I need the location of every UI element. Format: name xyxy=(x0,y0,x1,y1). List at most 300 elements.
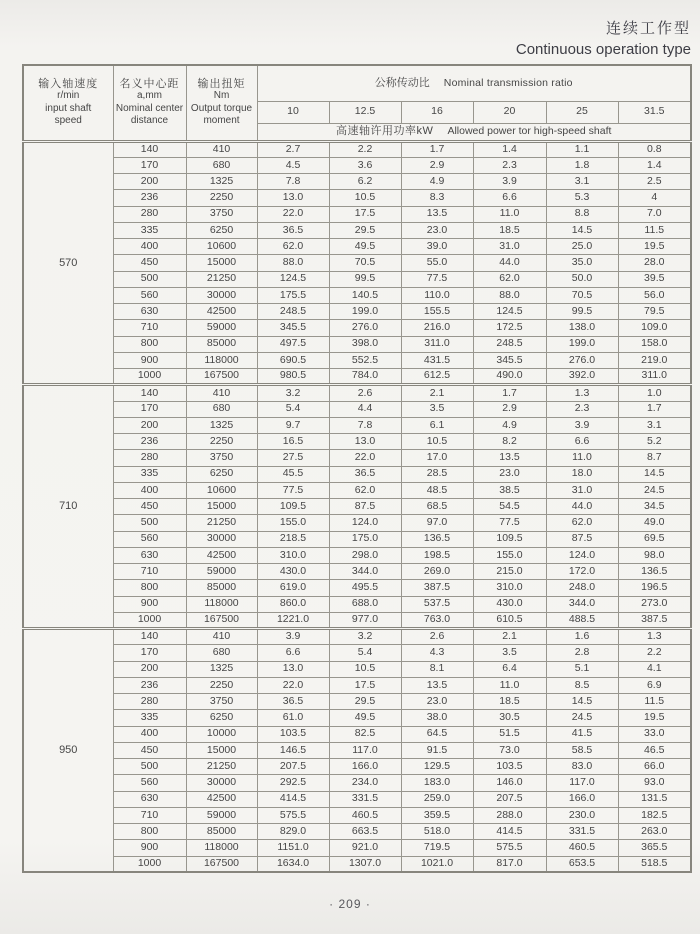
header-center-distance xyxy=(113,65,186,141)
table-row xyxy=(23,385,691,401)
table-cell: 800 xyxy=(113,336,186,352)
table-cell: 763.0 xyxy=(401,612,473,628)
header-line: a,mm xyxy=(137,90,162,102)
header-input-speed xyxy=(23,65,113,141)
table-cell: 91.5 xyxy=(401,742,473,758)
table-cell: 5.3 xyxy=(546,190,618,206)
table-cell: 4.4 xyxy=(329,401,401,417)
table-row xyxy=(23,287,691,303)
header-line: 输入轴速度 xyxy=(38,77,99,90)
table-cell: 710 xyxy=(113,320,186,336)
table-cell: 138.0 xyxy=(546,320,618,336)
table-cell: 124.0 xyxy=(329,515,401,531)
table-cell: 273.0 xyxy=(618,596,691,612)
table-cell: 24.5 xyxy=(618,482,691,498)
table-cell: 215.0 xyxy=(473,564,546,580)
table-cell: 800 xyxy=(113,824,186,840)
table-cell: 166.0 xyxy=(546,791,618,807)
table-cell: 17.5 xyxy=(329,677,401,693)
table-cell: 216.0 xyxy=(401,320,473,336)
ratio-group-label-en: Nominal transmission ratio xyxy=(443,76,573,89)
table-cell: 10.5 xyxy=(329,190,401,206)
table-cell: 518.0 xyxy=(401,824,473,840)
table-cell: 22.0 xyxy=(257,677,329,693)
table-cell: 680 xyxy=(186,157,257,173)
table-cell: 4.9 xyxy=(401,174,473,190)
table-cell: 2.9 xyxy=(473,401,546,417)
table-cell: 236 xyxy=(113,190,186,206)
table-cell: 3.9 xyxy=(257,629,329,645)
table-cell: 410 xyxy=(186,629,257,645)
table-cell: 24.5 xyxy=(546,710,618,726)
table-cell: 13.0 xyxy=(329,434,401,450)
table-cell: 14.5 xyxy=(546,694,618,710)
table-cell: 110.0 xyxy=(401,287,473,303)
table-cell: 3750 xyxy=(186,694,257,710)
table-cell: 83.0 xyxy=(546,759,618,775)
table-cell: 30000 xyxy=(186,531,257,547)
table-cell: 1325 xyxy=(186,661,257,677)
table-body xyxy=(23,141,691,872)
table-cell: 365.5 xyxy=(618,840,691,856)
table-cell: 27.5 xyxy=(257,450,329,466)
table-cell: 3.1 xyxy=(618,417,691,433)
table-cell: 1.8 xyxy=(546,157,618,173)
table-row xyxy=(23,466,691,482)
table-cell: 131.5 xyxy=(618,791,691,807)
table-cell: 450 xyxy=(113,499,186,515)
table-cell: 1325 xyxy=(186,417,257,433)
page-number: · 209 · xyxy=(329,897,371,911)
table-cell: 199.0 xyxy=(329,304,401,320)
table-cell: 70.5 xyxy=(546,287,618,303)
table-cell: 166.0 xyxy=(329,759,401,775)
table-cell: 977.0 xyxy=(329,612,401,628)
table-row xyxy=(23,547,691,563)
table-cell: 175.5 xyxy=(257,287,329,303)
table-cell: 1151.0 xyxy=(257,840,329,856)
table-cell: 136.5 xyxy=(401,531,473,547)
table-row xyxy=(23,482,691,498)
table-cell: 345.5 xyxy=(473,352,546,368)
table-cell: 2.9 xyxy=(401,157,473,173)
table-cell: 200 xyxy=(113,417,186,433)
table-row xyxy=(23,271,691,287)
table-cell: 61.0 xyxy=(257,710,329,726)
table-cell: 1.7 xyxy=(618,401,691,417)
table-cell: 59000 xyxy=(186,564,257,580)
table-cell: 73.0 xyxy=(473,742,546,758)
table-cell: 6.9 xyxy=(618,677,691,693)
table-cell: 552.5 xyxy=(329,352,401,368)
table-cell: 400 xyxy=(113,482,186,498)
table-cell: 921.0 xyxy=(329,840,401,856)
table-cell: 13.5 xyxy=(473,450,546,466)
table-cell: 19.5 xyxy=(618,710,691,726)
table-cell: 117.0 xyxy=(329,742,401,758)
table-cell: 45.5 xyxy=(257,466,329,482)
table-row xyxy=(23,320,691,336)
table-cell: 236 xyxy=(113,677,186,693)
table-cell: 2.2 xyxy=(329,141,401,157)
table-row xyxy=(23,677,691,693)
table-cell: 167500 xyxy=(186,369,257,385)
table-cell: 14.5 xyxy=(546,222,618,238)
table-cell: 817.0 xyxy=(473,856,546,872)
table-cell: 3.5 xyxy=(473,645,546,661)
table-cell: 82.5 xyxy=(329,726,401,742)
table-cell: 4.5 xyxy=(257,157,329,173)
table-cell: 6250 xyxy=(186,710,257,726)
header-ratio-group xyxy=(257,65,691,101)
table-cell: 400 xyxy=(113,239,186,255)
table-cell: 2.3 xyxy=(546,401,618,417)
table-cell: 85000 xyxy=(186,580,257,596)
ratio-value: 31.5 xyxy=(618,101,691,123)
table-cell: 118000 xyxy=(186,596,257,612)
input-speed-cell: 710 xyxy=(23,385,113,629)
table-cell: 800 xyxy=(113,580,186,596)
table-row xyxy=(23,807,691,823)
table-row xyxy=(23,401,691,417)
table-cell: 230.0 xyxy=(546,807,618,823)
table-cell: 259.0 xyxy=(401,791,473,807)
table-cell: 860.0 xyxy=(257,596,329,612)
table-cell: 248.0 xyxy=(546,580,618,596)
table-cell: 653.5 xyxy=(546,856,618,872)
header-line: Output torque xyxy=(190,102,253,114)
table-cell: 62.0 xyxy=(329,482,401,498)
table-cell: 500 xyxy=(113,271,186,287)
table-cell: 23.0 xyxy=(473,466,546,482)
table-cell: 1000 xyxy=(113,856,186,872)
table-cell: 117.0 xyxy=(546,775,618,791)
table-cell: 87.5 xyxy=(329,499,401,515)
table-cell: 292.5 xyxy=(257,775,329,791)
table-cell: 49.5 xyxy=(329,239,401,255)
table-cell: 414.5 xyxy=(257,791,329,807)
table-cell: 118000 xyxy=(186,840,257,856)
table-row xyxy=(23,222,691,238)
table-cell: 236 xyxy=(113,434,186,450)
table-row xyxy=(23,661,691,677)
table-cell: 31.0 xyxy=(473,239,546,255)
table-cell: 488.5 xyxy=(546,612,618,628)
power-note-cn: 高速轴许用功率kW xyxy=(336,125,434,138)
table-cell: 14.5 xyxy=(618,466,691,482)
table-cell: 410 xyxy=(186,385,257,401)
table-cell: 49.0 xyxy=(618,515,691,531)
table-cell: 450 xyxy=(113,742,186,758)
table-cell: 392.0 xyxy=(546,369,618,385)
table-cell: 710 xyxy=(113,807,186,823)
table-row xyxy=(23,434,691,450)
table-row xyxy=(23,629,691,645)
table-row xyxy=(23,645,691,661)
table-cell: 575.5 xyxy=(257,807,329,823)
table-cell: 124.5 xyxy=(473,304,546,320)
table-cell: 497.5 xyxy=(257,336,329,352)
table-cell: 400 xyxy=(113,726,186,742)
table-cell: 170 xyxy=(113,157,186,173)
table-cell: 85000 xyxy=(186,824,257,840)
table-cell: 98.0 xyxy=(618,547,691,563)
table-cell: 500 xyxy=(113,759,186,775)
table-cell: 35.0 xyxy=(546,255,618,271)
table-cell: 33.0 xyxy=(618,726,691,742)
table-cell: 6.1 xyxy=(401,417,473,433)
table-cell: 280 xyxy=(113,450,186,466)
table-cell: 410 xyxy=(186,141,257,157)
table-cell: 87.5 xyxy=(546,531,618,547)
page-title-en: Continuous operation type xyxy=(515,41,691,58)
table-cell: 630 xyxy=(113,791,186,807)
table-cell: 610.5 xyxy=(473,612,546,628)
table-cell: 198.5 xyxy=(401,547,473,563)
table-cell: 680 xyxy=(186,645,257,661)
table-cell: 619.0 xyxy=(257,580,329,596)
table-cell: 199.0 xyxy=(546,336,618,352)
table-cell: 7.8 xyxy=(257,174,329,190)
table-cell: 15000 xyxy=(186,255,257,271)
ratio-value: 10 xyxy=(257,101,329,123)
table-cell: 103.5 xyxy=(473,759,546,775)
table-cell: 69.5 xyxy=(618,531,691,547)
table-cell: 1325 xyxy=(186,174,257,190)
table-cell: 38.5 xyxy=(473,482,546,498)
table-row xyxy=(23,206,691,222)
input-speed-cell: 570 xyxy=(23,141,113,385)
table-cell: 15000 xyxy=(186,742,257,758)
table-cell: 3.9 xyxy=(473,174,546,190)
table-cell: 829.0 xyxy=(257,824,329,840)
table-cell: 335 xyxy=(113,466,186,482)
table-cell: 68.5 xyxy=(401,499,473,515)
table-cell: 140 xyxy=(113,385,186,401)
table-cell: 13.5 xyxy=(401,206,473,222)
table-row xyxy=(23,369,691,385)
table-cell: 34.5 xyxy=(618,499,691,515)
table-row xyxy=(23,742,691,758)
table-cell: 2.6 xyxy=(329,385,401,401)
table-cell: 575.5 xyxy=(473,840,546,856)
table-cell: 4 xyxy=(618,190,691,206)
table-cell: 175.0 xyxy=(329,531,401,547)
table-cell: 414.5 xyxy=(473,824,546,840)
table-cell: 55.0 xyxy=(401,255,473,271)
table-row xyxy=(23,580,691,596)
table-cell: 6250 xyxy=(186,466,257,482)
table-cell: 88.0 xyxy=(473,287,546,303)
table-cell: 612.5 xyxy=(401,369,473,385)
table-cell: 146.0 xyxy=(473,775,546,791)
table-cell: 38.0 xyxy=(401,710,473,726)
table-cell: 51.5 xyxy=(473,726,546,742)
table-cell: 103.5 xyxy=(257,726,329,742)
table-cell: 109.0 xyxy=(618,320,691,336)
table-cell: 900 xyxy=(113,596,186,612)
table-cell: 124.5 xyxy=(257,271,329,287)
table-cell: 2250 xyxy=(186,677,257,693)
table-cell: 1000 xyxy=(113,612,186,628)
table-cell: 280 xyxy=(113,694,186,710)
table-cell: 3.2 xyxy=(329,629,401,645)
table-cell: 44.0 xyxy=(546,499,618,515)
table-cell: 0.8 xyxy=(618,141,691,157)
table-cell: 41.5 xyxy=(546,726,618,742)
table-cell: 28.0 xyxy=(618,255,691,271)
table-cell: 10.5 xyxy=(329,661,401,677)
table-cell: 500 xyxy=(113,515,186,531)
table-cell: 49.5 xyxy=(329,710,401,726)
table-cell: 1.4 xyxy=(618,157,691,173)
table-cell: 136.5 xyxy=(618,564,691,580)
table-row xyxy=(23,564,691,580)
table-row xyxy=(23,531,691,547)
table-cell: 344.0 xyxy=(329,564,401,580)
table-cell: 109.5 xyxy=(473,531,546,547)
table-cell: 460.5 xyxy=(546,840,618,856)
table-cell: 345.5 xyxy=(257,320,329,336)
table-cell: 88.0 xyxy=(257,255,329,271)
table-cell: 39.0 xyxy=(401,239,473,255)
table-cell: 50.0 xyxy=(546,271,618,287)
table-row xyxy=(23,336,691,352)
header-line: 输出扭矩 xyxy=(197,77,246,90)
table-cell: 15000 xyxy=(186,499,257,515)
table-cell: 248.5 xyxy=(257,304,329,320)
table-cell: 430.0 xyxy=(473,596,546,612)
table-cell: 109.5 xyxy=(257,499,329,515)
table-cell: 30.5 xyxy=(473,710,546,726)
ratio-value: 25 xyxy=(546,101,618,123)
table-cell: 99.5 xyxy=(546,304,618,320)
table-cell: 13.5 xyxy=(401,677,473,693)
table-cell: 18.5 xyxy=(473,694,546,710)
table-cell: 77.5 xyxy=(257,482,329,498)
table-cell: 331.5 xyxy=(329,791,401,807)
table-cell: 495.5 xyxy=(329,580,401,596)
table-cell: 172.0 xyxy=(546,564,618,580)
input-speed-cell: 950 xyxy=(23,629,113,873)
table-cell: 2.6 xyxy=(401,629,473,645)
table-cell: 234.0 xyxy=(329,775,401,791)
table-cell: 124.0 xyxy=(546,547,618,563)
table-cell: 29.5 xyxy=(329,694,401,710)
table-cell: 39.5 xyxy=(618,271,691,287)
table-cell: 431.5 xyxy=(401,352,473,368)
table-cell: 77.5 xyxy=(473,515,546,531)
header-power-note xyxy=(257,123,691,141)
table-cell: 167500 xyxy=(186,612,257,628)
table-cell: 5.4 xyxy=(329,645,401,661)
table-cell: 17.5 xyxy=(329,206,401,222)
table-cell: 4.3 xyxy=(401,645,473,661)
table-cell: 207.5 xyxy=(473,791,546,807)
table-cell: 900 xyxy=(113,352,186,368)
table-row xyxy=(23,157,691,173)
table-cell: 28.5 xyxy=(401,466,473,482)
table-cell: 5.1 xyxy=(546,661,618,677)
table-cell: 8.5 xyxy=(546,677,618,693)
table-cell: 219.0 xyxy=(618,352,691,368)
table-cell: 490.0 xyxy=(473,369,546,385)
table-cell: 42500 xyxy=(186,547,257,563)
table-cell: 200 xyxy=(113,661,186,677)
table-cell: 8.2 xyxy=(473,434,546,450)
table-cell: 172.5 xyxy=(473,320,546,336)
table-cell: 36.5 xyxy=(329,466,401,482)
table-cell: 200 xyxy=(113,174,186,190)
table-cell: 70.5 xyxy=(329,255,401,271)
table-cell: 30000 xyxy=(186,287,257,303)
header-output-torque xyxy=(186,65,257,141)
table-cell: 42500 xyxy=(186,791,257,807)
table-cell: 3750 xyxy=(186,450,257,466)
table-cell: 99.5 xyxy=(329,271,401,287)
header-line: Nm xyxy=(213,90,230,102)
table-cell: 155.0 xyxy=(473,547,546,563)
table-cell: 1634.0 xyxy=(257,856,329,872)
header-line: r/min xyxy=(57,90,80,102)
table-cell: 387.5 xyxy=(618,612,691,628)
table-cell: 7.8 xyxy=(329,417,401,433)
table-cell: 311.0 xyxy=(401,336,473,352)
table-cell: 10600 xyxy=(186,239,257,255)
table-cell: 784.0 xyxy=(329,369,401,385)
header-line: moment xyxy=(203,115,240,127)
table-cell: 155.0 xyxy=(257,515,329,531)
table-cell: 398.0 xyxy=(329,336,401,352)
table-cell: 218.5 xyxy=(257,531,329,547)
table-cell: 79.5 xyxy=(618,304,691,320)
table-row xyxy=(23,710,691,726)
table-cell: 11.0 xyxy=(473,677,546,693)
table-cell: 23.0 xyxy=(401,694,473,710)
table-cell: 48.5 xyxy=(401,482,473,498)
table-cell: 900 xyxy=(113,840,186,856)
table-cell: 560 xyxy=(113,531,186,547)
table-cell: 719.5 xyxy=(401,840,473,856)
table-cell: 248.5 xyxy=(473,336,546,352)
power-note-en: Allowed power tor high-speed shaft xyxy=(447,125,612,138)
table-row xyxy=(23,775,691,791)
table-cell: 6.6 xyxy=(257,645,329,661)
table-cell: 62.0 xyxy=(473,271,546,287)
table-cell: 980.5 xyxy=(257,369,329,385)
table-cell: 6.2 xyxy=(329,174,401,190)
table-cell: 630 xyxy=(113,547,186,563)
table-cell: 680 xyxy=(186,401,257,417)
table-cell: 688.0 xyxy=(329,596,401,612)
table-cell: 3.9 xyxy=(546,417,618,433)
table-row xyxy=(23,450,691,466)
table-cell: 310.0 xyxy=(473,580,546,596)
table-cell: 8.1 xyxy=(401,661,473,677)
table-cell: 630 xyxy=(113,304,186,320)
table-cell: 56.0 xyxy=(618,287,691,303)
table-cell: 1221.0 xyxy=(257,612,329,628)
header-row-1 xyxy=(23,65,691,101)
table-row xyxy=(23,141,691,157)
table-row xyxy=(23,190,691,206)
table-cell: 207.5 xyxy=(257,759,329,775)
table-cell: 118000 xyxy=(186,352,257,368)
table-cell: 8.7 xyxy=(618,450,691,466)
table-cell: 183.0 xyxy=(401,775,473,791)
table-cell: 11.5 xyxy=(618,222,691,238)
table-cell: 23.0 xyxy=(401,222,473,238)
